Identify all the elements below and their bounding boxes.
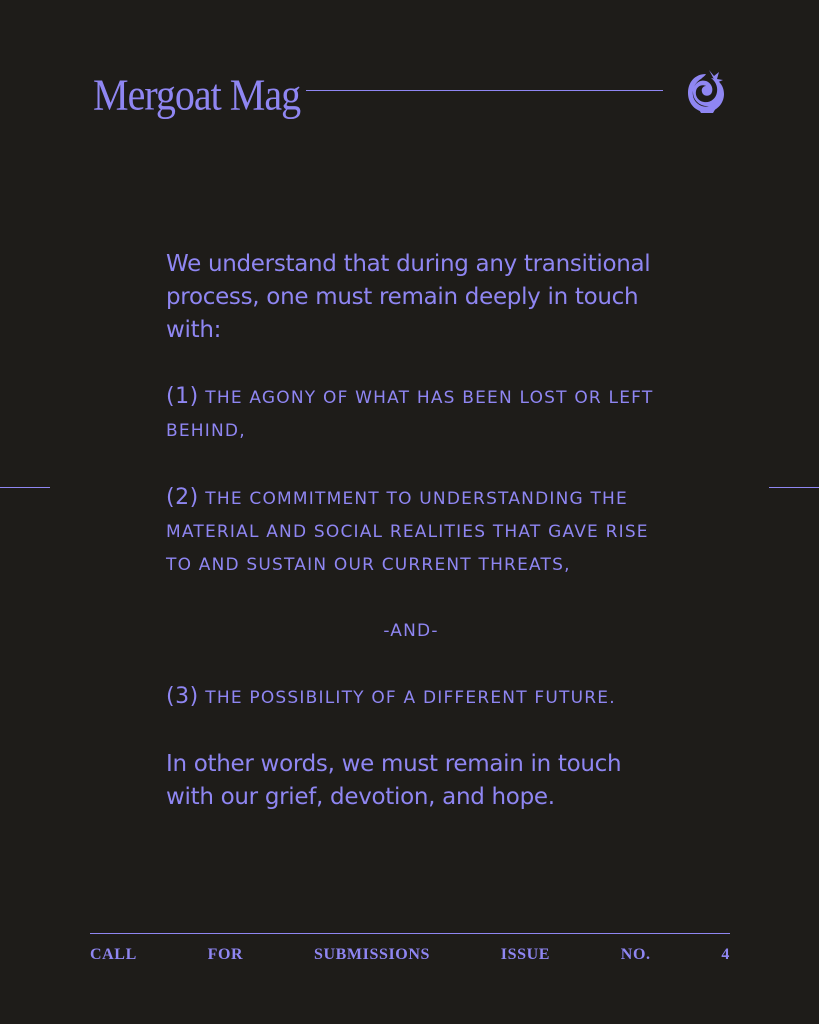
item-text: THE COMMITMENT TO UNDERSTANDING THE MATERIAL AND SOCIAL REALITIES THAT GAVE RISE TO AND SUSTAIN OUR CURRENT THREATS, [166,489,649,575]
footer-word: FOR [207,946,244,963]
item-text: THE POSSIBILITY OF A DIFFERENT FUTURE. [205,688,616,708]
conjunction: -AND- [383,621,439,641]
closing-paragraph: In other words, we must remain in touch with our grief, devotion, and hope. [166,751,622,810]
footer-word: ISSUE [500,946,551,963]
footer-word: SUBMISSIONS [314,946,430,963]
footer [90,946,730,964]
goat-swirl-icon [685,68,727,114]
header-divider [306,90,663,91]
item-number: (1) [166,384,199,409]
brand-wordmark: Mergoat Mag [93,69,301,120]
lead-paragraph: We understand that during any transitional process, one must remain deeply in touch with: [166,251,651,343]
item-number: (2) [166,485,199,510]
item-text: THE AGONY OF WHAT HAS BEEN LOST OR LEFT BEHIND, [166,388,654,441]
left-edge-tick [0,487,50,488]
list-item [166,481,666,582]
footer-word: NO. [620,946,651,963]
header [93,64,727,120]
right-edge-tick [769,487,819,488]
list-item [166,680,666,715]
footer-word: 4 [721,946,730,963]
manifesto-text [166,248,666,814]
footer-word: CALL [90,946,137,963]
item-number: (3) [166,684,199,709]
list-item [166,380,666,448]
footer-divider [90,933,730,934]
